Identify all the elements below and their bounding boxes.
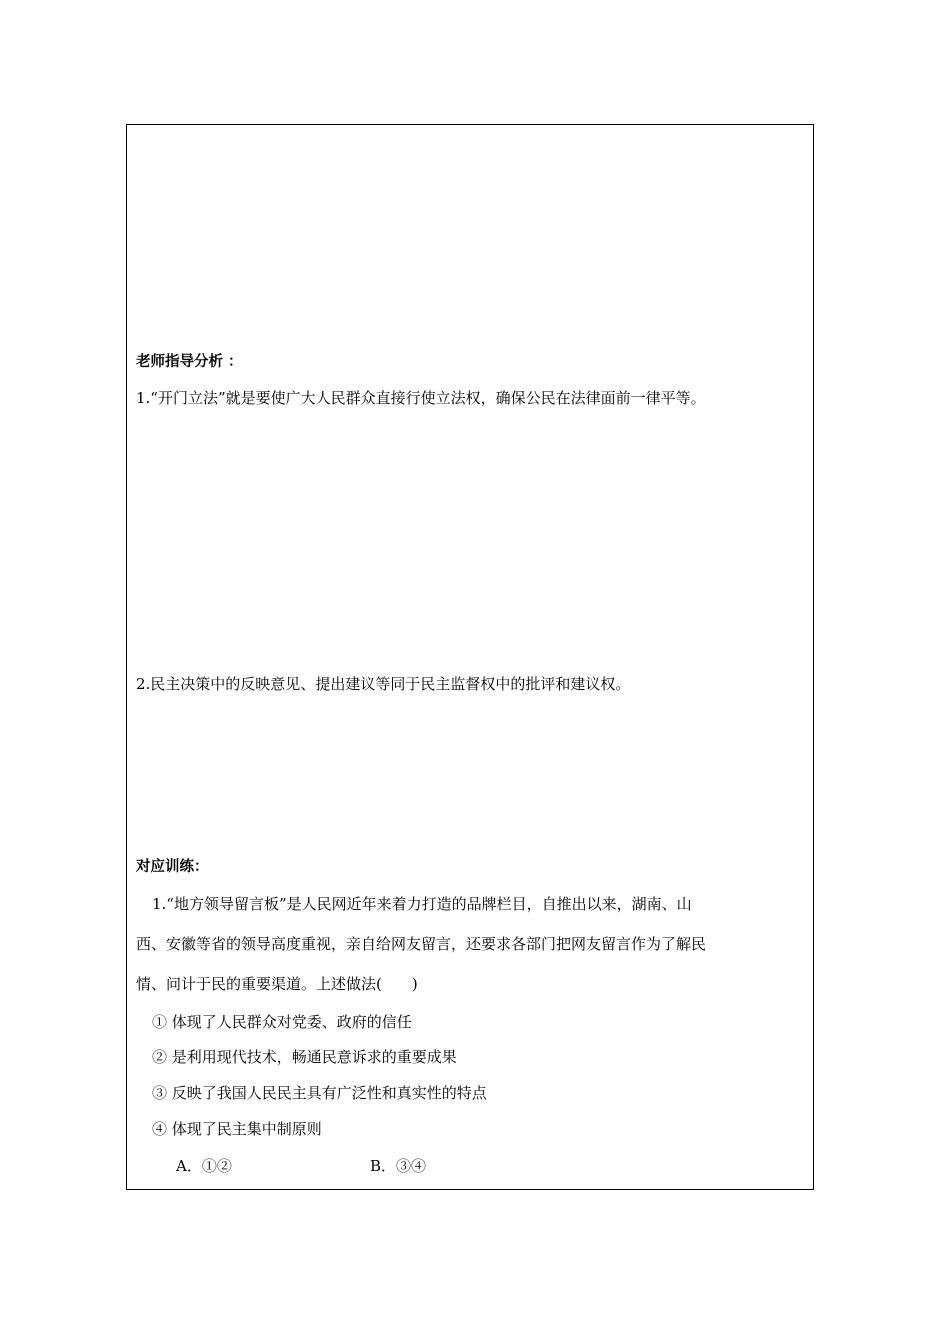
statement-4: ④ 体现了民主集中制原则 <box>152 1120 322 1138</box>
question-stem-line-3: 情、问计于民的重要渠道。上述做法( ) <box>136 975 418 993</box>
statement-3: ③ 反映了我国人民民主具有广泛性和真实性的特点 <box>152 1084 487 1102</box>
statement-1: ① 体现了人民群众对党委、政府的信任 <box>152 1013 412 1031</box>
training-heading: 对应训练： <box>136 859 209 875</box>
option-b: B．③④ <box>370 1157 427 1175</box>
analysis-point-1: 1.“开门立法”就是要使广大人民群众直接行使立法权，确保公民在法律面前一律平等。 <box>136 389 706 407</box>
option-a: A．①② <box>176 1157 232 1175</box>
question-stem-line-1: 1.“地方领导留言板”是人民网近年来着力打造的品牌栏目，自推出以来，湖南、山 <box>152 895 692 913</box>
analysis-point-2: 2.民主决策中的反映意见、提出建议等同于民主监督权中的批评和建议权。 <box>136 675 631 693</box>
question-stem-line-2: 西、安徽等省的领导高度重视，亲自给网友留言，还要求各部门把网友留言作为了解民 <box>136 935 707 953</box>
statement-2: ② 是利用现代技术，畅通民意诉求的重要成果 <box>152 1048 457 1066</box>
analysis-heading: 老师指导分析 ： <box>136 354 243 370</box>
